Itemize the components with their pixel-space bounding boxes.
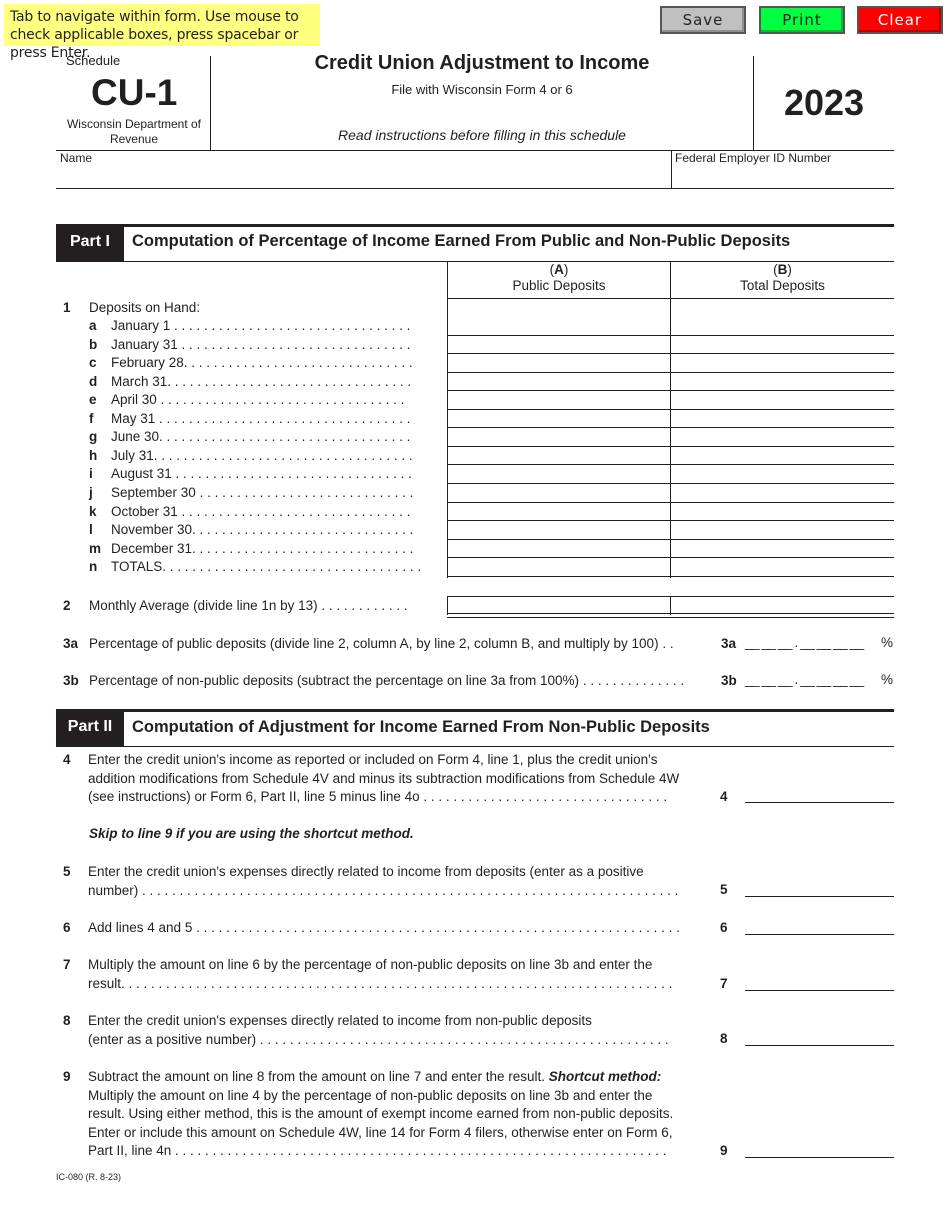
part1-title: Computation of Percentage of Income Earned From Public and Non-Public Deposits [132,232,791,250]
deposit-row-letter: l [89,522,93,537]
line6-ref: 6 [720,920,728,935]
name-rule [56,188,894,189]
line8-answer-field[interactable] [745,1045,894,1046]
line2-col-a-input[interactable] [448,597,670,613]
col-b-letter: B [777,262,788,277]
line5-ref: 5 [720,882,728,897]
deposit-row-label [111,429,410,444]
deposit-row-label [111,392,404,407]
fein-label: Federal Employer ID Number [675,151,832,165]
deposit-row-col-a-input[interactable] [448,447,670,464]
line9-text-1-plain: Subtract the amount on line 8 from the amount on line 7 and enter the result. [88,1069,549,1084]
deposit-row-date: February 28 [111,355,184,370]
line7-text-2: result. . . . . . . . . . . . . . . . . . . . . . . . . . . . . . . . . . . . . . . . . . . . . . . . . . . . . . . . . . . . . . . . . . . . . . . . . . [88,975,673,991]
col-header-rule [447,298,894,299]
deposit-row-col-b-input[interactable] [671,465,894,482]
line3a-ref: 3a [721,636,737,651]
deposit-row-label [111,541,413,556]
deposit-row-date: April 30 [111,392,157,407]
col-b-header: (B) Total Deposits [740,262,825,293]
part2-label: Part II [56,709,124,746]
line5-answer-field[interactable] [745,896,894,897]
deposit-row-dots: . . . . . . . . . . . . . . . . . . . . . . . . . . . . . . . . [171,466,412,481]
deposit-row-col-a-input[interactable] [448,336,670,353]
deposit-row-label [111,448,413,463]
deposit-row-label [111,411,410,426]
line2-mid-rule [447,613,894,614]
line8-number: 8 [63,1013,71,1028]
schedule-code: CU-1 [91,72,178,113]
deposit-row-dots: . . . . . . . . . . . . . . . . . . . . . . . . . . . . . . [192,541,414,556]
line9-text-1 [88,1068,673,1087]
instructions-note: Read instructions before filling in this schedule [338,127,626,143]
line9-ref: 9 [720,1143,728,1158]
deposit-row-dots: . . . . . . . . . . . . . . . . . . . . . . . . . . . . . . . [183,355,413,370]
deposit-row-date: August 31 [111,466,172,481]
deposit-row-letter: a [89,318,97,333]
deposit-row-label [111,374,411,389]
deposit-row-rule [447,576,894,577]
deposit-row-letter: g [89,429,98,444]
deposit-row-label [111,559,421,574]
deposit-row-letter: h [89,448,98,463]
line4-answer-field[interactable] [745,802,894,803]
deposit-row-letter: f [89,411,94,426]
deposit-row-date: October 31 [111,504,178,519]
deposit-row-letter: j [89,485,93,500]
line4-text [88,751,679,807]
line9-text-5: Part II, line 4n . . . . . . . . . . . . . . . . . . . . . . . . . . . . . . . . . . . . . . . . . . . . . . . . . . . . . . . . . . . . . . . . . . [88,1143,667,1158]
deposit-row-date: January 31 [111,337,178,352]
deposit-row-col-a-input[interactable] [448,521,670,538]
deposit-row-dots: . . . . . . . . . . . . . . . . . . . . . . . . . . . . . . [192,522,414,537]
deposit-row-dots: . . . . . . . . . . . . . . . . . . . . . . . . . . . . . . . . . . . [153,448,413,463]
deposit-row-dots: . . . . . . . . . . . . . . . . . . . . . . . . . . . . . . . . . [167,374,412,389]
line8-text-1: Enter the credit union's expenses directly related to income from non-public deposits [88,1013,592,1028]
deposit-row-letter: d [89,374,98,389]
line9-shortcut-label: Shortcut method: [548,1069,662,1084]
line1-label: Deposits on Hand: [89,300,201,315]
deposit-row-date: May 31 [111,411,156,426]
line3a-number: 3a [63,636,79,651]
line3b-ref: 3b [721,673,737,688]
col-b-name: Total Deposits [740,278,825,293]
line8-text-2: (enter as a positive number) . . . . . . . . . . . . . . . . . . . . . . . . . . . . . . . . . . . . . . . . . . . . . . . . . . . . . . . [88,1031,669,1047]
deposit-row-letter: e [89,392,97,407]
line2-number: 2 [63,598,71,613]
name-label: Name [60,151,93,165]
line6-number: 6 [63,920,71,935]
line3a-label [89,636,674,651]
deposit-row-date: November 30 [111,522,193,537]
line3b-percent-input[interactable]: __ __ __ . __ __ __ __ [745,671,864,687]
deposit-row-col-b-input[interactable] [671,558,894,575]
line2-bottom-rule [447,617,894,618]
part1-top-rule [56,224,894,227]
deposit-row-col-b-input[interactable] [671,391,894,408]
deposit-row-dots: . . . . . . . . . . . . . . . . . . . . . . . . . . . . . . . . . [156,392,405,407]
deposit-row-col-b-input[interactable] [671,540,894,557]
line5-number: 5 [63,864,71,879]
line4-text-3: (see instructions) or Form 6, Part II, line 5 minus line 4o . . . . . . . . . . . . . . . . . . . . . . . . . . . . . . . . . [88,789,668,804]
header-divider-left [210,56,211,150]
skip-note: Skip to line 9 if you are using the shortcut method. [89,826,414,841]
tax-year: 2023 [783,82,865,123]
deposit-row-col-b-input[interactable] [671,447,894,464]
deposit-row-letter: i [89,466,93,481]
part2-title-rule [56,746,894,747]
line9-text-4: Enter or include this amount on Schedule 4W, line 14 for Form 4 filers, otherwise enter on Form 6, [88,1124,673,1140]
deposit-row-col-a-input[interactable] [448,503,670,520]
part2-title: Computation of Adjustment for Income Earned From Non-Public Deposits [132,718,710,736]
page-title: Credit Union Adjustment to Income [314,52,650,74]
line4-text-1: Enter the credit union's income as reported or included on Form 4, line 1, plus the credit union's [88,752,658,767]
print-button[interactable]: Print [759,6,845,34]
deposit-row-col-b-input[interactable] [671,521,894,538]
line9-text [88,1068,673,1161]
deposit-row-label [111,318,410,333]
department-name: Wisconsin Department of Revenue [66,117,202,146]
deposit-row-col-a-input[interactable] [448,558,670,575]
line9-number: 9 [63,1069,71,1084]
deposit-row-col-a-input[interactable] [448,465,670,482]
line3b-text: Percentage of non-public deposits (subtract the percentage on line 3a from 100%) [89,673,580,688]
line8-ref: 8 [720,1031,728,1046]
form-id: IC-080 (R. 8-23) [56,1172,122,1182]
deposit-row-label [111,504,410,519]
deposit-row-dots: . . . . . . . . . . . . . . . . . . . . . . . . . . . . . . . [177,504,411,519]
line5-text [88,863,678,900]
name-fein-divider [671,150,672,188]
line3b-dots: . . . . . . . . . . . . . . [579,673,685,688]
deposit-row-date: July 31 [111,448,154,463]
line3a-percent-sign: % [881,635,894,650]
deposit-row-col-a-input[interactable] [448,540,670,557]
line5-text-1: Enter the credit union's expenses directly related to income from deposits (enter as a positive [88,864,644,879]
deposit-row-dots: . . . . . . . . . . . . . . . . . . . . . . . . . . . . . . . . . . . [162,559,422,574]
line3b-number: 3b [63,673,79,688]
line4-ref: 4 [720,789,728,804]
col-a-letter: A [554,262,564,277]
line2-col-b-input[interactable] [671,597,893,613]
deposit-row-col-b-input[interactable] [671,410,894,427]
clear-button[interactable]: Clear [857,6,943,34]
line2-dots: . . . . . . . . . . . . [317,598,408,613]
col-a-header: (A) Public Deposits [512,262,606,293]
schedule-label: Schedule [66,53,121,68]
line6-text [88,919,680,938]
deposit-row-date: June 30 [111,429,160,444]
form-hint: Tab to navigate within form. Use mouse to check applicable boxes, press spacebar or press Enter. [4,4,320,46]
line3b-percent-sign: % [881,672,894,687]
line5-text-2: number) . . . . . . . . . . . . . . . . . . . . . . . . . . . . . . . . . . . . . . . . . . . . . . . . . . . . . . . . . . . . . . . . . . . . . . . . [88,882,679,898]
deposit-row-letter: n [89,559,98,574]
deposit-row-dots: . . . . . . . . . . . . . . . . . . . . . . . . . . . . . . . . . . [155,411,411,426]
fein-field[interactable] [673,166,893,186]
line4-number: 4 [63,752,71,767]
line6-answer-field[interactable] [745,934,894,935]
deposit-row-col-a-input[interactable] [448,354,670,371]
deposit-row-date: March 31 [111,374,168,389]
col-a-name: Public Deposits [512,278,606,293]
part1-label: Part I [56,224,124,261]
line7-answer-field[interactable] [745,990,894,991]
line2-text: Monthly Average (divide line 1n by 13) [89,598,318,613]
deposit-row-dots: . . . . . . . . . . . . . . . . . . . . . . . . . . . . . [195,485,414,500]
line1-number: 1 [63,300,71,315]
line9-text-2: Multiply the amount on line 4 by the percentage of non-public deposits on line 3b and enter the [88,1087,653,1103]
deposit-row-col-b-input[interactable] [671,336,894,353]
deposit-row-dots: . . . . . . . . . . . . . . . . . . . . . . . . . . . . . . . . . . [159,429,411,444]
deposit-row-label [111,466,412,481]
line3a-dots: . . [658,636,674,651]
line2-label [89,598,408,613]
deposit-row-date: January 1 [111,318,171,333]
line3a-text: Percentage of public deposits (divide line 2, column A, by line 2, column B, and multiply by 100) [89,636,659,651]
deposit-row-col-a-input[interactable] [448,317,670,334]
deposit-row-col-a-input[interactable] [448,484,670,501]
deposit-row-date: TOTALS [111,559,163,574]
deposit-row-col-b-input[interactable] [671,484,894,501]
line9-answer-field[interactable] [745,1157,894,1158]
line8-text [88,1012,669,1049]
deposit-row-dots: . . . . . . . . . . . . . . . . . . . . . . . . . . . . . . . . [170,318,411,333]
deposit-row-label [111,355,413,370]
deposit-row-col-b-input[interactable] [671,503,894,520]
name-field[interactable] [57,166,669,186]
deposit-row-col-b-input[interactable] [671,373,894,390]
deposit-row-label [111,337,410,352]
deposit-row-col-a-input[interactable] [448,373,670,390]
line3b-label [89,673,684,688]
deposit-row-date: September 30 [111,485,196,500]
line7-text [88,956,672,993]
deposit-row-date: December 31 [111,541,193,556]
deposit-row-col-a-input[interactable] [448,428,670,445]
deposit-row-letter: c [89,355,97,370]
deposit-row-col-a-input[interactable] [448,391,670,408]
save-button[interactable]: Save [660,6,746,34]
deposit-row-col-b-input[interactable] [671,317,894,334]
deposit-row-col-b-input[interactable] [671,428,894,445]
line3a-percent-input[interactable]: __ __ __ . __ __ __ __ [745,634,864,650]
deposit-row-dots: . . . . . . . . . . . . . . . . . . . . . . . . . . . . . . . [177,337,411,352]
page-subtitle: File with Wisconsin Form 4 or 6 [391,82,573,97]
deposit-row-label [111,485,413,500]
deposit-row-letter: m [89,541,102,556]
line7-ref: 7 [720,976,728,991]
line7-text-1: Multiply the amount on line 6 by the percentage of non-public deposits on line 3b and enter the [88,957,653,972]
part2-top-rule [56,709,894,712]
deposit-row-col-a-input[interactable] [448,410,670,427]
line7-number: 7 [63,957,71,972]
deposit-row-letter: b [89,337,98,352]
deposit-row-letter: k [89,504,97,519]
deposit-row-col-b-input[interactable] [671,354,894,371]
line4-text-2: addition modifications from Schedule 4V and minus its subtraction modifications from Schedule 4W [88,770,680,786]
deposit-row-label [111,522,413,537]
line6-text-1: Add lines 4 and 5 . . . . . . . . . . . . . . . . . . . . . . . . . . . . . . . . . . . . . . . . . . . . . . . . . . . . . . . . . . . . . . . . . [88,920,680,935]
line9-text-3: result. Using either method, this is the amount of exempt income earned from non-public deposits. [88,1106,674,1121]
